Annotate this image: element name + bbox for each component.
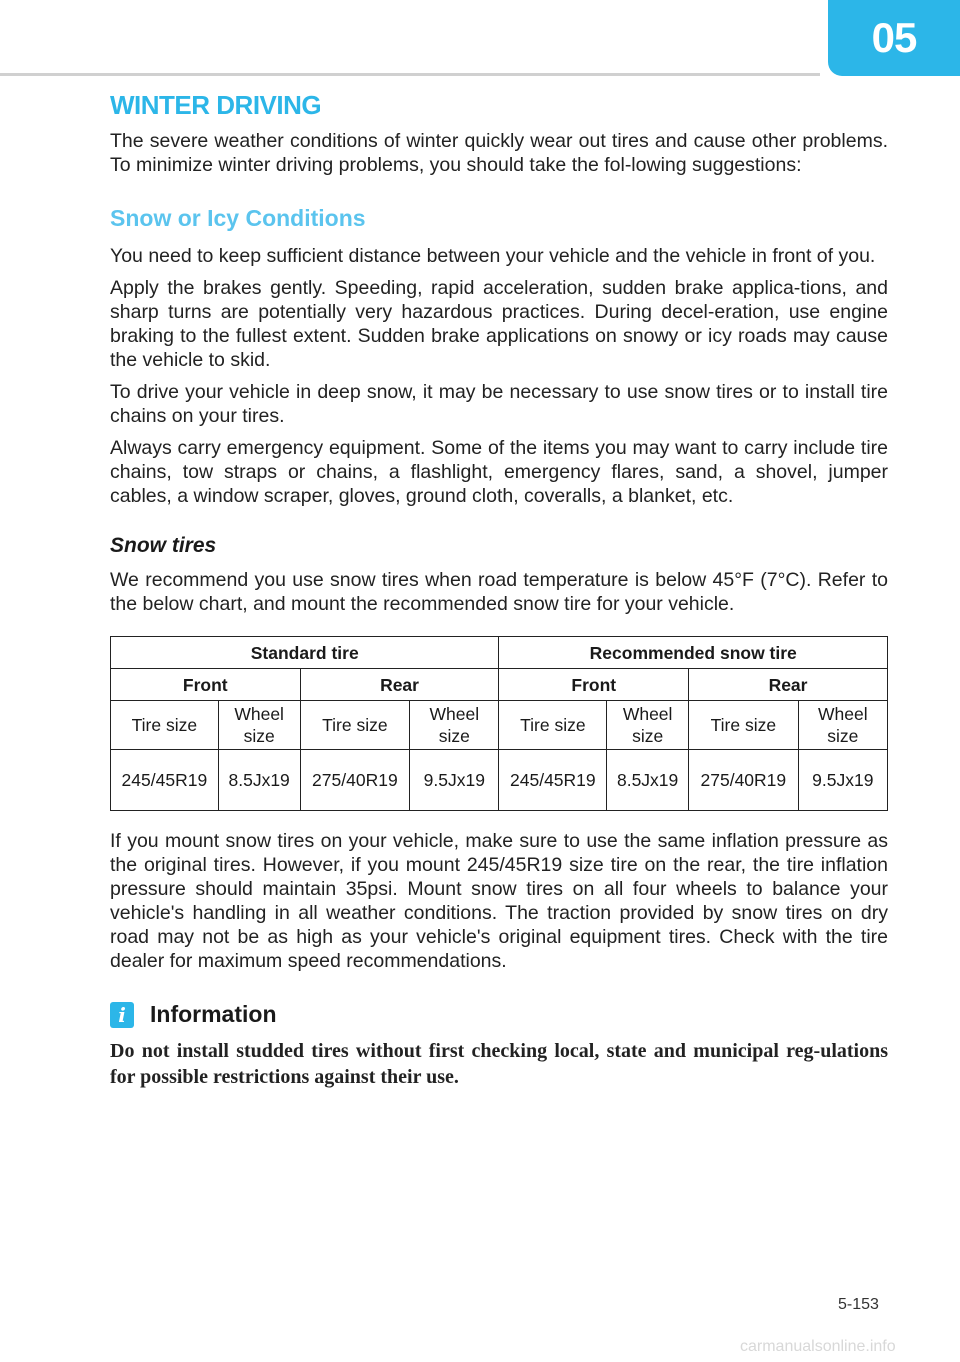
watermark: carmanualsonline.info <box>740 1338 896 1355</box>
table-column-header: Wheel size <box>607 701 689 750</box>
snow-icy-paragraph: Always carry emergency equipment. Some of the items you may want to carry include tire chains, tow straps or chains, a flashlight, emergency flares, sand, a shovel, jumper cables, a window scraper, gloves, ground cloth, coveralls, a blanket, etc. <box>110 437 888 507</box>
snow-icy-paragraph: Apply the brakes gently. Speeding, rapid acceleration, sudden brake applica-tions, and sharp turns are potentially very hazardous practices. During decel-eration, use engine braking to the fullest extent. Sudden brake applications on snowy or icy roads may cause the vehicle to skid. <box>110 277 888 371</box>
table-cell: 275/40R19 <box>689 750 799 811</box>
table-cell: 8.5Jx19 <box>607 750 689 811</box>
table-cell: 275/40R19 <box>300 750 410 811</box>
intro-paragraph: The severe weather conditions of winter quickly wear out tires and cause other problems. To minimize winter driving problems, you should take the fol-lowing suggestions: <box>110 130 888 176</box>
table-column-header: Wheel size <box>410 701 499 750</box>
information-text: Do not install studded tires without first checking local, state and municipal reg-ulations for possible restrictions against their use. <box>110 1040 888 1088</box>
snow-tires-intro: We recommend you use snow tires when road temperature is below 45°F (7°C). Refer to the below chart, and mount the recommended snow tire for your vehicle. <box>110 569 888 615</box>
snow-icy-paragraph: You need to keep sufficient distance between your vehicle and the vehicle in front of you. <box>110 245 876 267</box>
table-group-header: Recommended snow tire <box>499 637 888 669</box>
section-title: WINTER DRIVING <box>110 90 322 120</box>
table-column-header: Wheel size <box>798 701 887 750</box>
table-column-header: Tire size <box>300 701 410 750</box>
info-icon: i <box>110 1002 134 1028</box>
table-column-header: Tire size <box>499 701 607 750</box>
table-position-header: Front <box>111 669 301 701</box>
chapter-tab: 05 <box>828 0 960 76</box>
snow-tires-after-paragraph: If you mount snow tires on your vehicle, make sure to use the same inflation pressure as the original tires. However, if you mount 245/45R19 size tire on the rear, the tire inflation pressure should maintain 35psi. Mount snow tires on all four wheels to balance your vehicle's handling in all weather conditions. The traction provided by snow tires on dry road may not be as high as your vehicle's original equipment tires. Check with the tire dealer for maximum speed recommendations. <box>110 830 888 972</box>
snow-tire-table <box>110 636 888 811</box>
table-cell: 8.5Jx19 <box>218 750 300 811</box>
table-column-header: Tire size <box>689 701 799 750</box>
table-column-header: Tire size <box>111 701 219 750</box>
snow-icy-paragraph: To drive your vehicle in deep snow, it may be necessary to use snow tires or to install tire chains on your tires. <box>110 381 888 427</box>
information-title: Information <box>150 1001 277 1027</box>
table-cell: 245/45R19 <box>499 750 607 811</box>
table-group-header: Standard tire <box>111 637 499 669</box>
table-position-header: Rear <box>689 669 888 701</box>
header-rule <box>0 73 820 76</box>
table-cell: 9.5Jx19 <box>410 750 499 811</box>
table-row <box>111 750 888 811</box>
information-header <box>110 1001 888 1028</box>
page-number: 5-153 <box>838 1296 879 1313</box>
table-cell: 9.5Jx19 <box>798 750 887 811</box>
snow-tires-heading: Snow tires <box>110 534 217 557</box>
table-column-header: Wheel size <box>218 701 300 750</box>
snow-icy-heading: Snow or Icy Conditions <box>110 205 366 231</box>
table-cell: 245/45R19 <box>111 750 219 811</box>
page-content <box>110 90 888 1090</box>
table-position-header: Front <box>499 669 689 701</box>
table-position-header: Rear <box>300 669 499 701</box>
